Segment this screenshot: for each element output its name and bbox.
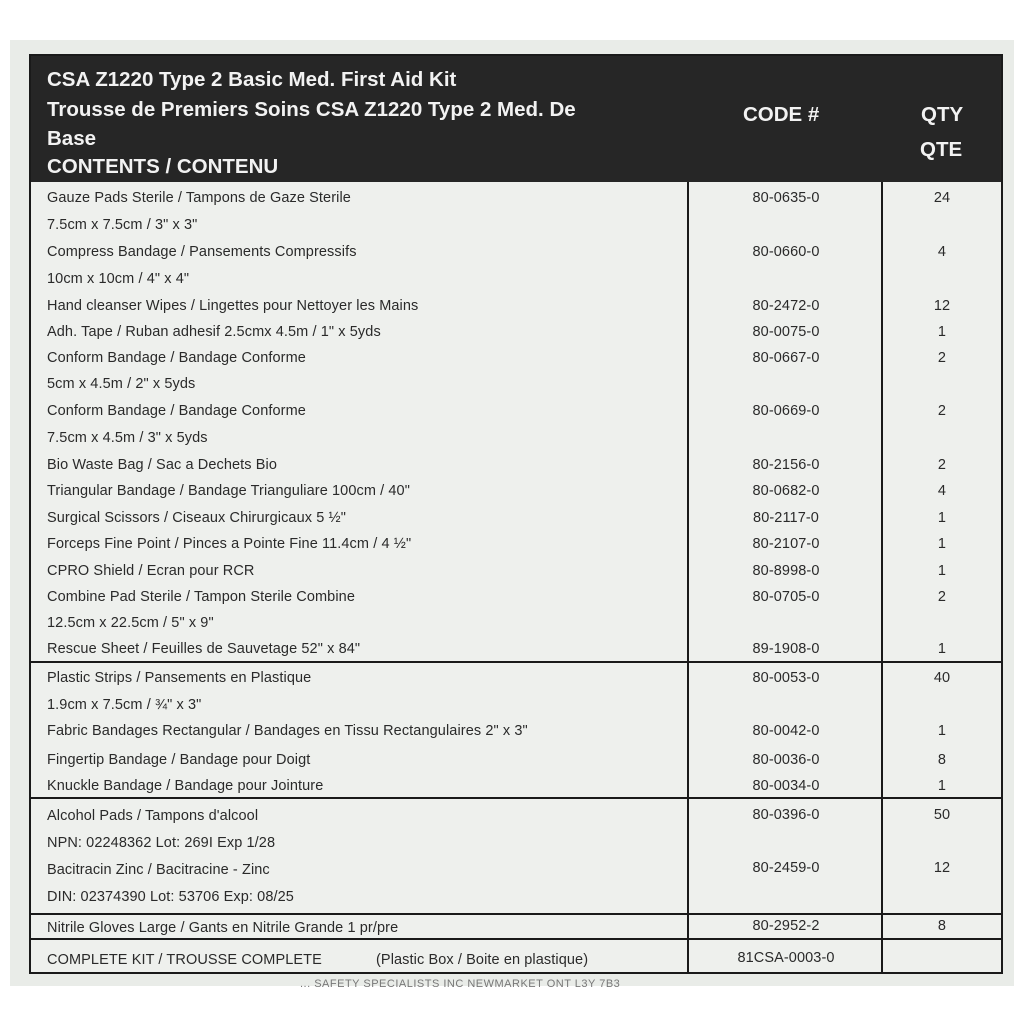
- item-code: 80-0053-0: [752, 670, 820, 686]
- item-qty: 8: [937, 918, 947, 934]
- complete-kit-note: (Plastic Box / Boite en plastique): [376, 952, 589, 968]
- item-description: Conform Bandage / Bandage Conforme: [47, 350, 306, 366]
- item-code: 80-0396-0: [752, 807, 820, 823]
- item-description: Forceps Fine Point / Pinces a Pointe Fine 11.4cm / 4 ½": [47, 536, 412, 552]
- item-size: 10cm x 10cm / 4" x 4": [47, 271, 190, 287]
- item-code: 80-2472-0: [752, 298, 820, 314]
- item-code: 80-0705-0: [752, 589, 820, 605]
- item-description: Bacitracin Zinc / Bacitracine - Zinc: [47, 862, 270, 878]
- complete-kit-label: COMPLETE KIT / TROUSSE COMPLETE: [47, 952, 322, 968]
- item-size: 12.5cm x 22.5cm / 5" x 9": [47, 615, 214, 631]
- item-qty: 1: [937, 324, 947, 340]
- item-qty: 12: [933, 298, 951, 314]
- item-code: 80-2156-0: [752, 457, 820, 473]
- item-qty: 2: [937, 589, 947, 605]
- kit-title-french-cont: Base: [47, 127, 97, 150]
- table-header: [31, 56, 1001, 182]
- item-code: 80-0682-0: [752, 483, 820, 499]
- column-divider-code: [687, 182, 689, 938]
- kit-title-english: CSA Z1220 Type 2 Basic Med. First Aid Kit: [47, 68, 457, 91]
- item-description: Combine Pad Sterile / Tampon Sterile Combine: [47, 589, 355, 605]
- column-divider-qty: [881, 182, 883, 938]
- item-qty: 4: [937, 483, 947, 499]
- item-qty: 40: [933, 670, 951, 686]
- item-description: Hand cleanser Wipes / Lingettes pour Nettoyer les Mains: [47, 298, 419, 314]
- item-qty: 2: [937, 403, 947, 419]
- item-description: Surgical Scissors / Ciseaux Chirurgicaux 5 ½": [47, 510, 346, 526]
- item-code: 80-0034-0: [752, 778, 820, 794]
- item-code: 80-0635-0: [752, 190, 820, 206]
- item-size: 1.9cm x 7.5cm / ¾" x 3": [47, 697, 202, 713]
- qte-column-header: QTE: [920, 138, 963, 161]
- item-qty: 50: [933, 807, 951, 823]
- section-divider: [31, 913, 1001, 915]
- item-description: Rescue Sheet / Feuilles de Sauvetage 52" x 84": [47, 641, 361, 657]
- item-code: 80-2117-0: [753, 510, 819, 526]
- item-lot-info: NPN: 02248362 Lot: 269I Exp 1/28: [47, 835, 276, 851]
- item-qty: 1: [937, 778, 947, 794]
- item-description: Knuckle Bandage / Bandage pour Jointure: [47, 778, 324, 794]
- qty-column-header: QTY: [921, 103, 964, 126]
- item-description: Fabric Bandages Rectangular / Bandages en Tissu Rectangulaires 2" x 3": [47, 723, 528, 739]
- item-qty: 1: [937, 510, 947, 526]
- complete-kit-code: 81CSA-0003-0: [737, 950, 835, 966]
- item-qty: 2: [937, 457, 947, 473]
- item-code: 80-0660-0: [752, 244, 820, 260]
- item-code: 80-0042-0: [752, 723, 820, 739]
- item-description: Fingertip Bandage / Bandage pour Doigt: [47, 752, 311, 768]
- item-qty: 2: [937, 350, 947, 366]
- contents-table: [29, 54, 1003, 974]
- section-divider: [31, 938, 1001, 940]
- item-code: 80-8998-0: [752, 563, 820, 579]
- manufacturer-footer: ... SAFETY SPECIALISTS INC NEWMARKET ONT L3Y 7B3: [300, 978, 621, 990]
- item-description: CPRO Shield / Ecran pour RCR: [47, 563, 255, 579]
- item-qty: 24: [933, 190, 951, 206]
- item-description: Nitrile Gloves Large / Gants en Nitrile Grande 1 pr/pre: [47, 920, 399, 936]
- item-code: 80-0667-0: [752, 350, 820, 366]
- item-description: Adh. Tape / Ruban adhesif 2.5cmx 4.5m / 1" x 5yds: [47, 324, 381, 340]
- item-description: Compress Bandage / Pansements Compressifs: [47, 244, 357, 260]
- item-description: Conform Bandage / Bandage Conforme: [47, 403, 306, 419]
- item-size: 7.5cm x 4.5m / 3" x 5yds: [47, 430, 208, 446]
- section-divider: [31, 797, 1001, 799]
- item-qty: 12: [933, 860, 951, 876]
- item-code: 80-2107-0: [752, 536, 820, 552]
- item-code: 80-0075-0: [752, 324, 820, 340]
- item-qty: 1: [937, 563, 947, 579]
- section-divider: [31, 661, 1001, 663]
- item-qty: 1: [937, 723, 947, 739]
- item-qty: 1: [937, 641, 947, 657]
- item-code: 80-0036-0: [752, 752, 820, 768]
- item-code: 80-0669-0: [752, 403, 820, 419]
- item-code: 80-2459-0: [752, 860, 820, 876]
- item-description: Triangular Bandage / Bandage Trianguliare 100cm / 40": [47, 483, 410, 499]
- item-description: Plastic Strips / Pansements en Plastique: [47, 670, 312, 686]
- code-column-header: CODE #: [743, 103, 820, 126]
- item-size: 5cm x 4.5m / 2" x 5yds: [47, 376, 196, 392]
- item-description: Gauze Pads Sterile / Tampons de Gaze Sterile: [47, 190, 351, 206]
- item-qty: 4: [937, 244, 947, 260]
- contents-heading: CONTENTS / CONTENU: [47, 155, 279, 178]
- item-qty: 8: [937, 752, 947, 768]
- item-lot-info: DIN: 02374390 Lot: 53706 Exp: 08/25: [47, 889, 294, 905]
- item-size: 7.5cm x 7.5cm / 3" x 3": [47, 217, 198, 233]
- kit-title-french: Trousse de Premiers Soins CSA Z1220 Type 2 Med. De: [47, 98, 576, 121]
- item-description: Alcohol Pads / Tampons d'alcool: [47, 808, 259, 824]
- item-code: 80-2952-2: [752, 918, 820, 934]
- item-code: 89-1908-0: [752, 641, 820, 657]
- item-qty: 1: [937, 536, 947, 552]
- item-description: Bio Waste Bag / Sac a Dechets Bio: [47, 457, 278, 473]
